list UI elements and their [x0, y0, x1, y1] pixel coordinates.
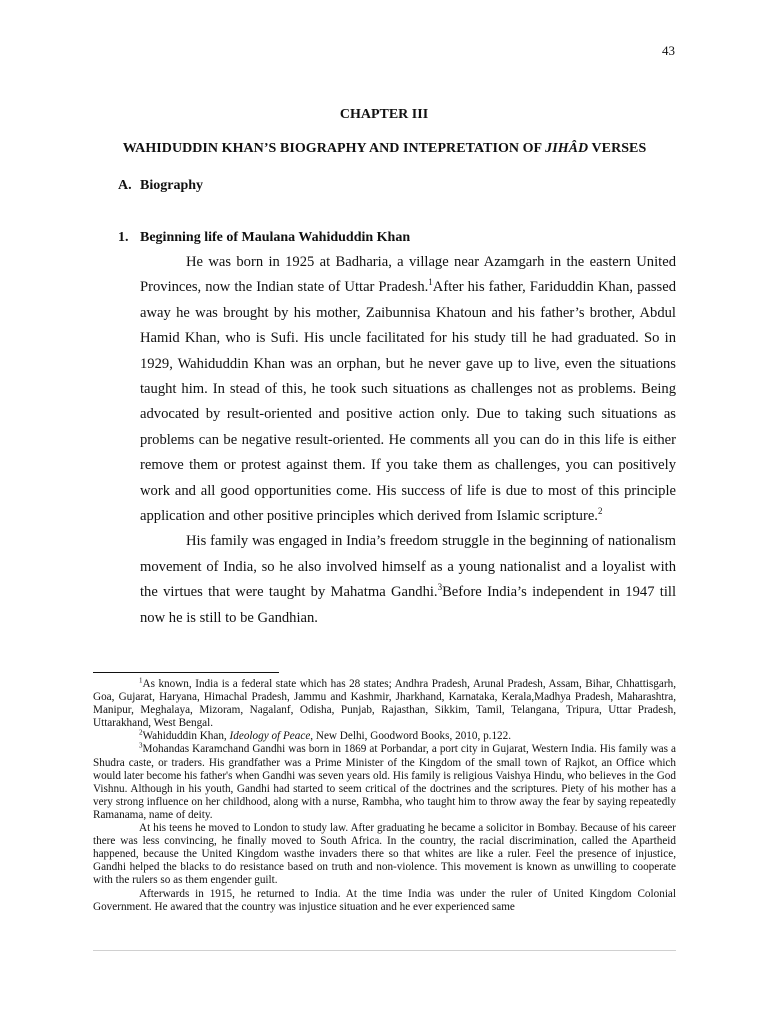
section-label: Biography: [140, 178, 204, 193]
footnote-1: [93, 678, 676, 730]
body-paragraph: [140, 250, 676, 529]
footnote-ref[interactable]: 1: [428, 277, 433, 288]
footnote-3-continued: Afterwards in 1915, he returned to India. At the time India was under the ruler of United Kingdom Colonial Government. He awared that the country was injustice situation and he ever experienced same: [93, 887, 676, 913]
body-text-run: Before India’s independent in 1947 till now he is still to be Gandhian.: [140, 584, 677, 626]
body-paragraph: [140, 529, 676, 631]
footnote-ref[interactable]: 3: [437, 582, 443, 593]
footnote-mark: 2: [139, 728, 143, 737]
subsection-marker: 1.: [118, 230, 129, 245]
footnotes: [93, 678, 676, 914]
footnote-mark: 1: [139, 676, 143, 685]
page-bottom-divider: [93, 950, 676, 951]
body-text-run: He was born in 1925 at Badharia, a village near Azamgarh in the eastern United Provinces, now the Indian state of Uttar Pradesh.: [140, 254, 676, 296]
footnote-2: [93, 730, 676, 743]
chapter-title-part2: VERSES: [588, 141, 647, 156]
chapter-title-part1: WAHIDUDDIN KHAN’S BIOGRAPHY AND INTEPRETATION OF: [122, 141, 546, 156]
chapter-heading: CHAPTER III: [339, 107, 429, 122]
footnote-3: [93, 743, 676, 822]
footnote-ref[interactable]: 2: [597, 506, 603, 517]
page-number: 43: [662, 43, 675, 58]
section-heading-biography: [118, 178, 203, 194]
footnote-text: Wahiduddin Khan,: [142, 730, 230, 743]
chapter-title: [93, 141, 676, 157]
footnote-mark: 3: [139, 741, 143, 750]
subsection-heading: [118, 230, 410, 246]
subsection-label: Beginning life of Maulana Wahiduddin Khan: [140, 230, 411, 245]
footnote-3-continued: At his teens he moved to London to study law. After graduating he became a solicitor in Bombay. Because of his career there was less convincing, he finally moved to South Africa. In the country, the racial discrimination, called the Apartheid happened, because the United Kingdom wasthe invaders there so that whites are like a ruler. Feel the presence of injustice, Gandhi helped the blacks to do resistance based on truth and non-violence. This movement is known as unwilling to cooperate with the rulers so as them engender guilt.: [93, 822, 676, 887]
chapter-title-italic: JIHÂD: [545, 141, 589, 156]
footnote-separator: [93, 672, 279, 673]
footnote-text: As known, India is a federal state which has 28 states; Andhra Pradesh, Arunal Pradesh, Assam, Bihar, Chhattisgarh, Goa, Gujarat, Haryana, Himachal Pradesh, Jammu and Kashmir, Jharkhand, Karnataka, Kerala,Madhya Pradesh, Maharashtra, Manipur, Meghalaya, Mizoram, Nagalanf, Odisha, Punjab, Rajasthan, Sikkim, Tamil, Telangana, Tripura, Uttar Pradesh, Uttarakhand, West Bengal.: [93, 678, 676, 730]
footnote-text: , New Delhi, Goodword Books, 2010, p.122.: [310, 730, 512, 743]
body-text: [140, 250, 676, 631]
footnote-text: Mohandas Karamchand Gandhi was born in 1869 at Porbandar, a port city in Gujarat, Western India. His family was a Shudra caste, or traders. His grandfather was a Prime Minister of the Kingdom of the small town of Rajkot, an Office which would later become his father's when Gandhi was seven years old. His family is religious Vaishya Hindu, who believes in the God Vishnu. Although in his youth, Gandhi had started to seem critical of the doctrines and the scriptures. Piety of his mother has a very strong influence on her childhood, along with a nurse, Rambha, who taught him to throw away the fear by saying repeatedly Ramanama, name of deity.: [93, 743, 676, 821]
body-text-run: After his father, Fariduddin Khan, passed away he was brought by his mother, Zaibunnisa Khatoun and his father’s brother, Abdul Hamid Khan, who is Sufi. His uncle facilitated for his study till he had graduated. So in 1929, Wahiduddin Khan was an orphan, but he never gave up to live, even the situations taught him. In stead of this, he took such situations as challenges not as problems. Being advocated by result-oriented and positive action only. Due to taking such situations as problems can be negative result-oriented. He comments all you can do in this life is either remove them or protest against them. If you take them as challenges, you can positively work and all good opportunities come. His success of life is due to most of this principle application and other positive principles which derived from Islamic scripture.: [140, 279, 676, 525]
footnote-book-title: Ideology of Peace: [229, 730, 311, 743]
section-marker: A.: [118, 178, 132, 193]
body-text-run: His family was engaged in India’s freedom struggle in the beginning of nationalism movement of India, so he also involved himself as a young nationalist and a loyalist with the virtues that were taught by Mahatma Gandhi.: [140, 533, 676, 601]
